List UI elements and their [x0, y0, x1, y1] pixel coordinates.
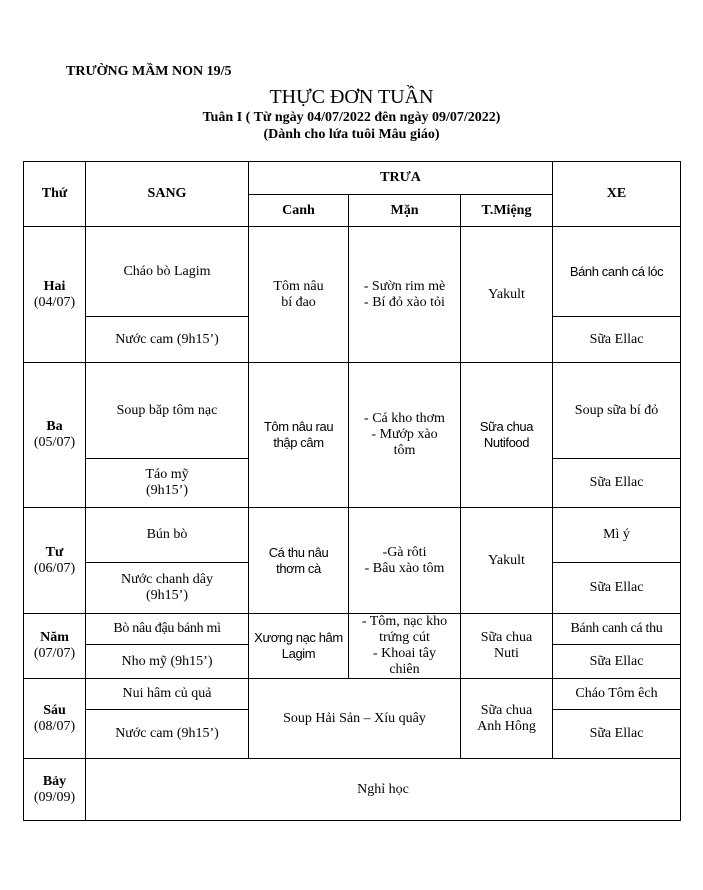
- header-soup: Canh: [249, 195, 349, 227]
- day-name: Sáu: [43, 702, 66, 718]
- header-dessert: T.Miệng: [461, 195, 553, 227]
- day-name: Bảy: [42, 773, 67, 789]
- day-date: (06/07): [33, 560, 76, 576]
- day-date: (05/07): [33, 435, 76, 450]
- lunch-dessert: Yakult: [461, 227, 553, 363]
- lunch-dessert: Sữa chua Nutifood: [461, 363, 553, 508]
- day-name: Hai: [43, 278, 66, 294]
- day-cell: [24, 679, 86, 759]
- afternoon-snack: Sữa Ellac: [553, 563, 681, 614]
- afternoon-snack: Sữa Ellac: [553, 645, 681, 679]
- day-date: (04/07): [33, 294, 76, 310]
- header-main-dish: Mặn: [349, 195, 461, 227]
- day-cell: [24, 508, 86, 614]
- header-afternoon: XE: [553, 162, 681, 227]
- afternoon-meal: Cháo Tôm êch: [553, 679, 681, 710]
- lunch-soup: Tôm nâu bí đao: [249, 227, 349, 363]
- header-lunch: TRƯA: [249, 162, 553, 195]
- afternoon-snack: Sữa Ellac: [553, 459, 681, 508]
- morning-snack: Nước cam (9h15’): [86, 710, 249, 759]
- morning-meal: Bò nâu đậu bánh mì: [86, 614, 249, 645]
- afternoon-meal: Bánh canh cá thu: [553, 614, 681, 645]
- morning-snack: Nước cam (9h15’): [86, 317, 249, 363]
- lunch-dessert: Sữa chua Nuti: [461, 614, 553, 679]
- lunch-merged: Soup Hải Sản – Xíu quây: [249, 679, 461, 759]
- day-off-note: Nghỉ học: [86, 759, 681, 821]
- lunch-main-dish: - Cá kho thơm - Mướp xào tôm: [349, 363, 461, 508]
- page-title: THỰC ĐƠN TUẦN: [269, 86, 434, 108]
- lunch-main-dish: - Tôm, nạc kho trứng cút - Khoai tây chiên: [349, 614, 461, 679]
- lunch-dessert: Sữa chua Anh Hông: [461, 679, 553, 759]
- school-name: TRƯỜNG MẦM NON 19/5: [66, 64, 232, 79]
- lunch-soup: Xương nạc hâm Lagim: [249, 614, 349, 679]
- day-name: Tư: [45, 544, 64, 560]
- lunch-main-dish: -Gà rôti - Bâu xào tôm: [349, 508, 461, 614]
- lunch-soup: Tôm nâu rau thập câm: [249, 363, 349, 508]
- afternoon-meal: Mì ý: [553, 508, 681, 563]
- day-cell: [24, 759, 86, 821]
- morning-snack: Nước chanh dây (9h15’): [86, 563, 249, 614]
- day-cell: [24, 227, 86, 363]
- lunch-main-dish: - Sườn rim mè - Bí đỏ xào tỏi: [349, 227, 461, 363]
- day-date: (09/09): [33, 789, 76, 805]
- afternoon-meal: Bánh canh cá lóc: [553, 227, 681, 317]
- morning-meal: Nui hâm củ quả: [86, 679, 249, 710]
- morning-snack: Nho mỹ (9h15’): [86, 645, 249, 679]
- morning-snack: Táo mỹ (9h15’): [86, 459, 249, 508]
- morning-meal: Bún bò: [86, 508, 249, 563]
- day-cell: [24, 363, 86, 508]
- day-cell: [24, 614, 86, 679]
- lunch-soup: Cá thu nâu thơm cà: [249, 508, 349, 614]
- header-day: Thứ: [24, 162, 86, 227]
- week-range: Tuân I ( Từ ngày 04/07/2022 đên ngày 09/07/2022): [202, 110, 501, 125]
- day-name: Ba: [46, 419, 63, 434]
- day-date: (07/07): [33, 646, 76, 661]
- header-morning: SANG: [86, 162, 249, 227]
- morning-meal: Soup băp tôm nạc: [86, 363, 249, 459]
- day-name: Năm: [40, 630, 69, 645]
- afternoon-meal: Soup sữa bí đỏ: [553, 363, 681, 459]
- afternoon-snack: Sữa Ellac: [553, 317, 681, 363]
- day-date: (08/07): [33, 718, 76, 734]
- lunch-dessert: Yakult: [461, 508, 553, 614]
- morning-meal: Cháo bò Lagim: [86, 227, 249, 317]
- menu-table: [23, 161, 681, 821]
- audience-note: (Dành cho lứa tuôi Mâu giáo): [263, 127, 440, 142]
- afternoon-snack: Sữa Ellac: [553, 710, 681, 759]
